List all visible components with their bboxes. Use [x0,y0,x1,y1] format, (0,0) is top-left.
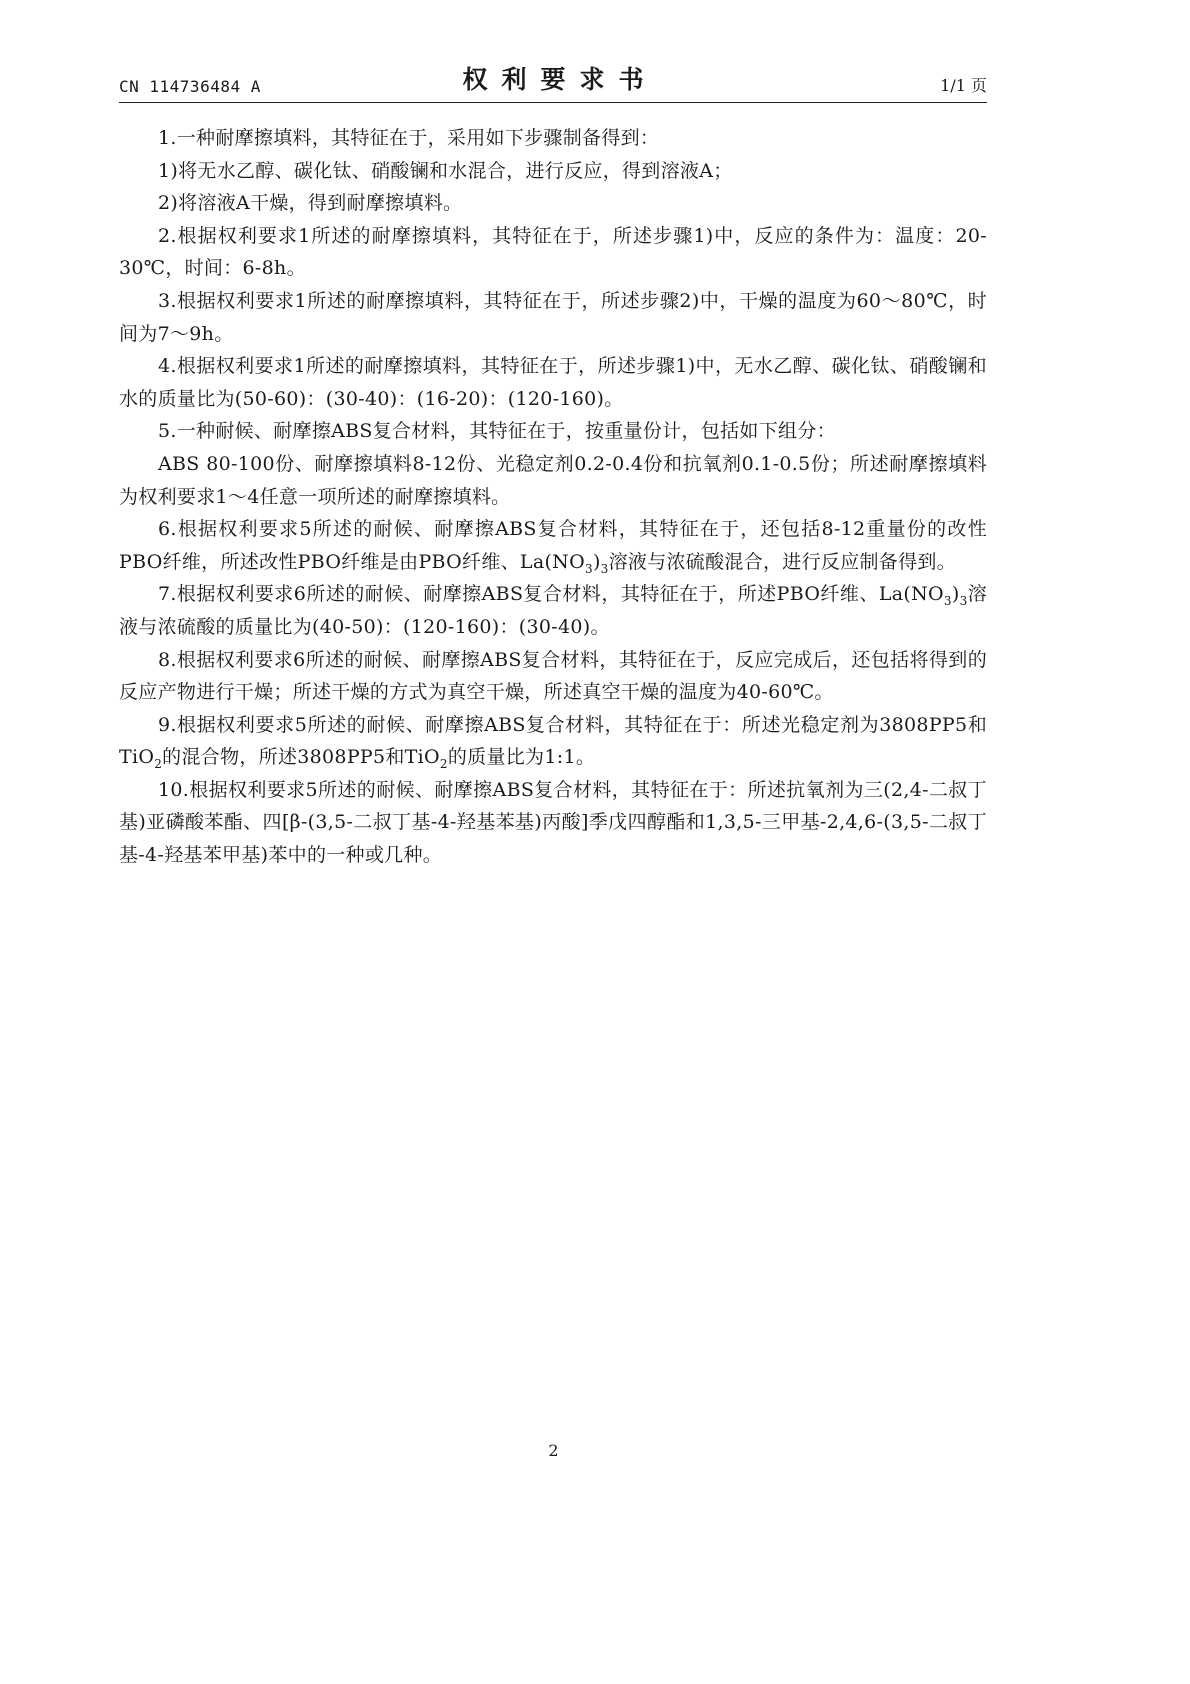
subscript: 3 [600,561,609,576]
claim-paragraph: 1.一种耐摩擦填料，其特征在于，采用如下步骤制备得到： [158,127,660,149]
document-title: 权利要求书 [462,65,658,94]
claim-paragraph [119,578,987,643]
subscript: 2 [439,757,448,772]
claim-paragraph: 10.根据权利要求5所述的耐候、耐摩擦ABS复合材料，其特征在于：所述抗氧剂为三(2,4-二叔丁基)亚磷酸苯酯、四[β-(3,5-二叔丁基-4-羟基苯基)丙酸]季戊四醇酯和1,3,5-三甲基-2,4,6-(3,5-二叔丁基-4-羟基苯甲基)苯中的一种或几种。 [119,778,987,867]
claim-text: 溶液与浓硫酸的质量比为(40-50)：(120-160)：(30-40)。 [119,583,987,638]
claim-text: ) [951,583,960,606]
claim-paragraph: 8.根据权利要求6所述的耐候、耐摩擦ABS复合材料，其特征在于，反应完成后，还包括将得到的反应产物进行干燥；所述干燥的方式为真空干燥，所述真空干燥的温度为40-60℃。 [119,648,987,704]
claim-text: 6.根据权利要求5所述的耐候、耐摩擦ABS复合材料，其特征在于，还包括8-12重量份的改性PBO纤维，所述改性PBO纤维是由PBO纤维、La(NO [119,518,987,573]
claims-body [119,122,987,872]
claim-paragraph: 3.根据权利要求1所述的耐摩擦填料，其特征在于，所述步骤2)中，干燥的温度为60～80℃，时间为7～9h。 [119,289,987,345]
claim-paragraph: ABS 80-100份、耐摩擦填料8-12份、光稳定剂0.2-0.4份和抗氧剂0.1-0.5份；所述耐摩擦填料为权利要求1～4任意一项所述的耐摩擦填料。 [119,452,987,508]
claim-paragraph: 1)将无水乙醇、碳化钛、硝酸镧和水混合，进行反应，得到溶液A； [158,159,733,182]
claim-paragraph [119,709,987,774]
subscript: 3 [959,594,968,609]
claim-text: 溶液与浓硫酸混合，进行反应制备得到。 [608,550,956,573]
claim-text: 7.根据权利要求6所述的耐候、耐摩擦ABS复合材料，其特征在于，所述PBO纤维、La(NO [158,583,944,606]
claim-paragraph: 5.一种耐候、耐摩擦ABS复合材料，其特征在于，按重量份计，包括如下组分： [158,420,836,443]
claim-paragraph: 4.根据权利要求1所述的耐摩擦填料，其特征在于，所述步骤1)中，无水乙醇、碳化钛、硝酸镧和水的质量比为(50-60)：(30-40)：(16-20)：(120-160)。 [119,355,987,410]
claim-text: 的质量比为1:1。 [447,746,596,769]
claim-text: 的混合物，所述3808PP5和TiO [162,746,440,769]
claim-paragraph: 2.根据权利要求1所述的耐摩擦填料，其特征在于，所述步骤1)中，反应的条件为：温度：20-30℃，时间：6-8h。 [119,224,987,280]
page-number: 2 [548,1441,559,1460]
subscript: 3 [585,561,593,576]
page-header [119,62,987,103]
subscript: 3 [943,594,952,609]
page-indicator: 1/1 页 [940,76,987,95]
claim-paragraph [119,513,987,578]
claim-paragraph: 2)将溶液A干燥，得到耐摩擦填料。 [158,192,463,215]
claim-text: ) [592,550,601,573]
subscript: 2 [154,757,163,772]
claim-text: 9.根据权利要求5所述的耐候、耐摩擦ABS复合材料，其特征在于：所述光稳定剂为3808PP5和TiO [119,713,987,769]
document-number: CN 114736484 A [119,77,261,96]
